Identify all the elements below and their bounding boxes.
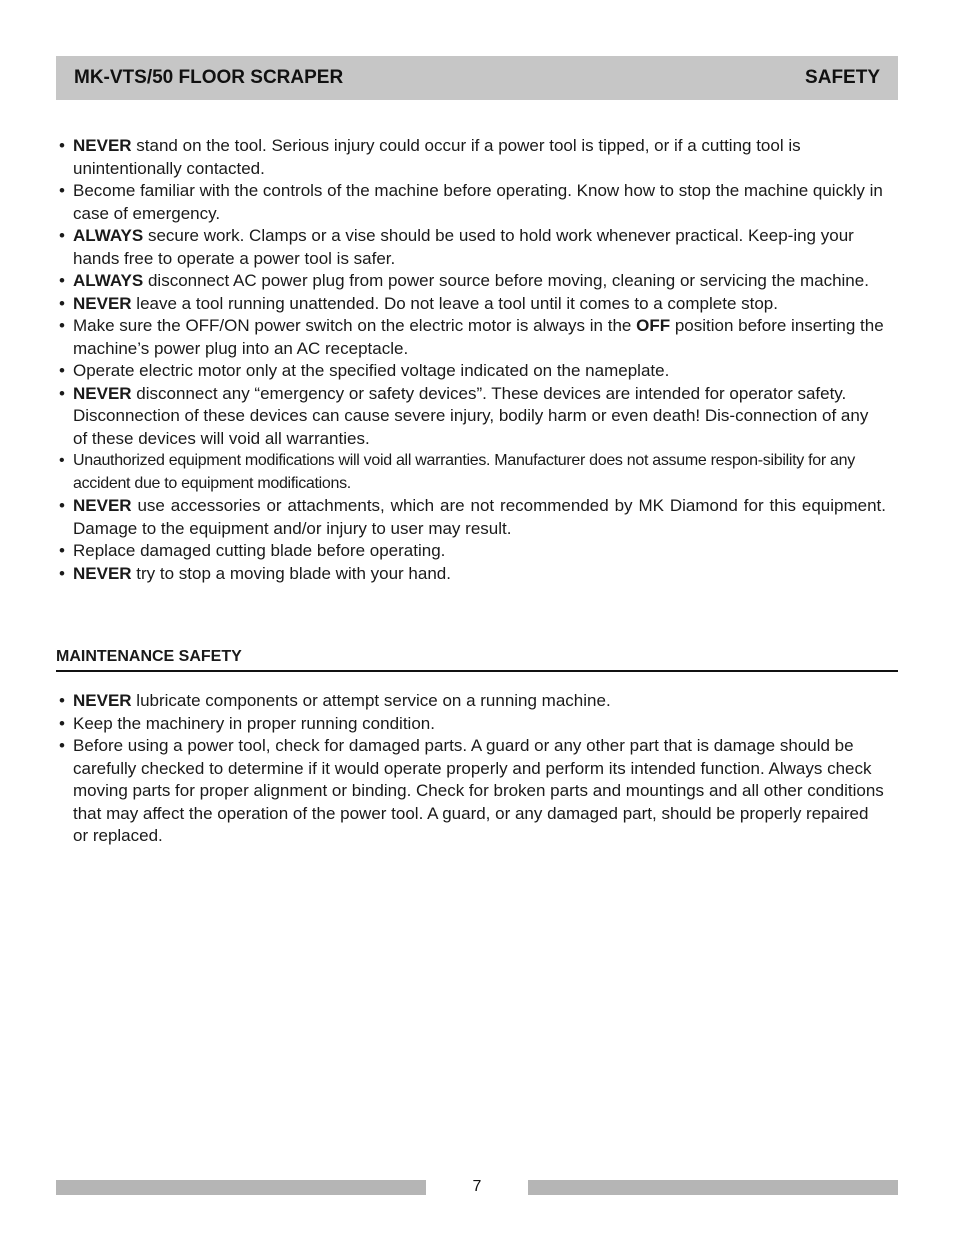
list-item: • NEVER lubricate components or attempt service on a running machine.: [59, 691, 611, 710]
list-item: • Replace damaged cutting blade before operating.: [59, 541, 446, 560]
list-item: • Become familiar with the controls of the machine before operating. Know how to stop the machine quickly in case of emergency.: [59, 181, 883, 223]
list-item: • Before using a power tool, check for damaged parts. A guard or any other part that is damage should be carefully checked to determine if it would operate properly and perform its intended function. Always check moving parts for proper alignment or binding. Check for broken parts and mountings and all other conditions that may affect the operation of the power tool. A guard, or any damaged part, should be properly repaired or replaced.: [59, 736, 884, 845]
section-title: SAFETY: [805, 67, 880, 88]
safety-bullet-list: [56, 135, 886, 585]
list-item: • Operate electric motor only at the specified voltage indicated on the nameplate.: [59, 361, 670, 380]
list-item: • NEVER use accessories or attachments, which are not recommended by MK Diamond for this equipment. Damage to the equipment and/or injury to user may result.: [59, 496, 886, 538]
maintenance-bullet-list: [56, 690, 886, 848]
list-item: • Make sure the OFF/ON power switch on the electric motor is always in the OFF position before inserting the machine’s power plug into an AC receptacle.: [59, 316, 884, 358]
footer-bar-left: [56, 1180, 426, 1195]
manual-title: MK-VTS/50 FLOOR SCRAPER: [74, 67, 344, 88]
list-item: • Unauthorized equipment modifications will void all warranties. Manufacturer does not assume respon-sibility for any accident due to equipment modifications.: [59, 452, 855, 492]
list-item: • ALWAYS disconnect AC power plug from power source before moving, cleaning or servicing the machine.: [59, 271, 869, 290]
list-item: • NEVER try to stop a moving blade with your hand.: [59, 563, 451, 583]
list-item: • NEVER disconnect any “emergency or safety devices”. These devices are intended for operator safety. Disconnection of these devices can cause severe injury, bodily harm or even death! Dis-connection of any of these devices will void all warranties.: [59, 383, 869, 448]
list-item: • NEVER stand on the tool. Serious injury could occur if a power tool is tipped, or if a cutting tool is unintentionally contacted.: [59, 136, 801, 178]
list-item: • ALWAYS secure work. Clamps or a vise should be used to hold work whenever practical. Keep-ing your hands free to operate a power tool is safer.: [59, 226, 854, 268]
page-header: [56, 56, 898, 100]
maintenance-safety-heading: MAINTENANCE SAFETY: [56, 648, 898, 672]
page-number: 7: [472, 1178, 482, 1195]
footer-bar-right: [528, 1180, 898, 1195]
list-item: • Keep the machinery in proper running condition.: [59, 713, 435, 733]
list-item: • NEVER leave a tool running unattended. Do not leave a tool until it comes to a complete stop.: [59, 293, 778, 313]
